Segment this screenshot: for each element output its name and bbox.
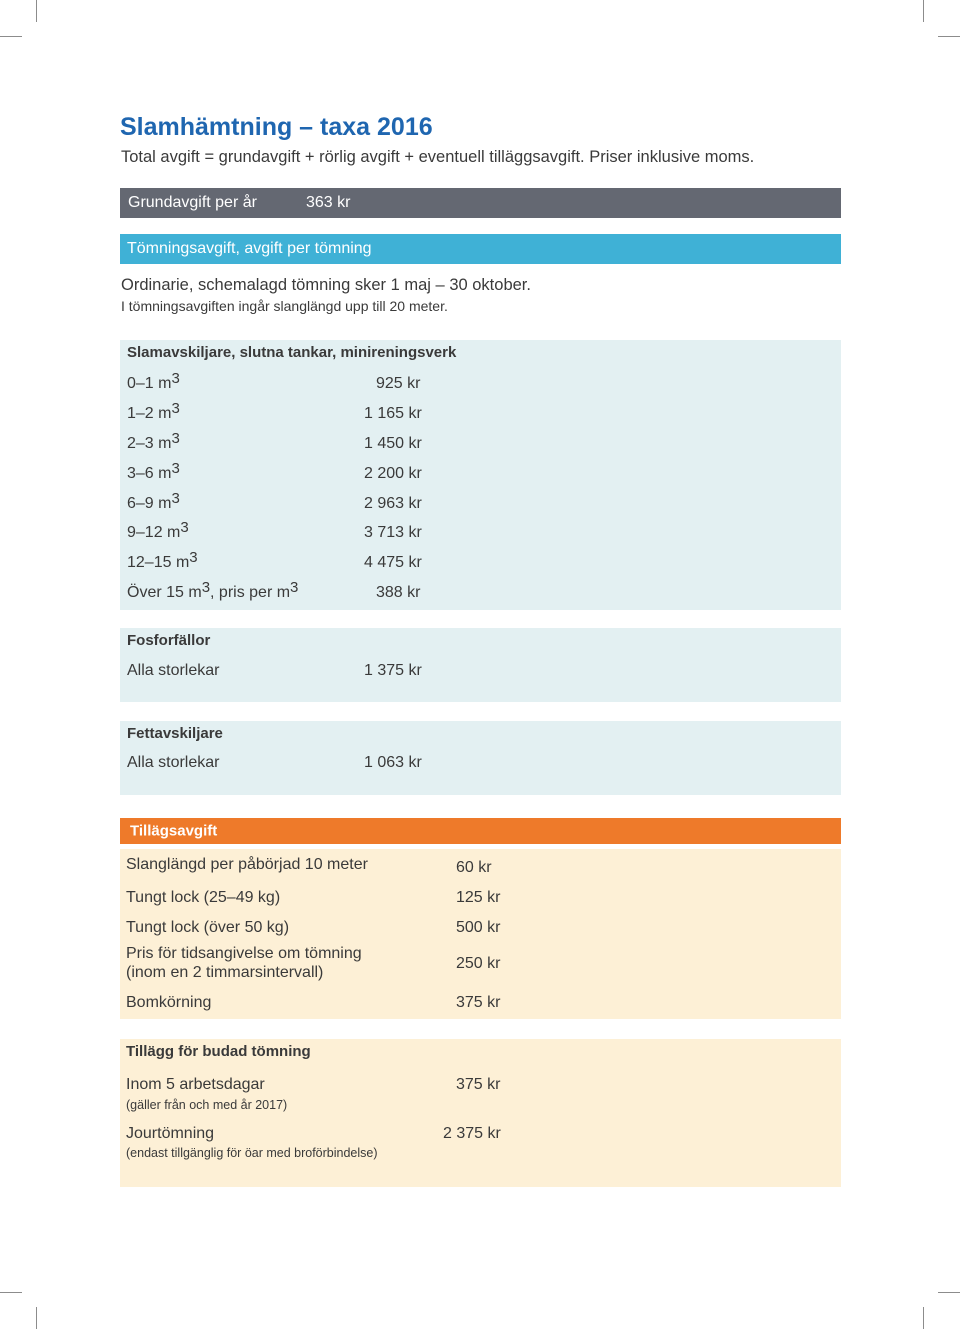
slam-range-text: 3–6 bbox=[127, 465, 159, 482]
fett-panel bbox=[120, 721, 841, 795]
tomning-header: Tömningsavgift, avgift per tömning bbox=[127, 240, 372, 257]
slam-row-range bbox=[127, 490, 180, 513]
fett-heading: Fettavskiljare bbox=[127, 725, 223, 742]
crop-mark bbox=[938, 1292, 960, 1293]
budad-price: 2 375 kr bbox=[443, 1125, 501, 1142]
slam-unit-sup: 3 bbox=[171, 460, 180, 477]
tillagg-price: 60 kr bbox=[456, 859, 492, 876]
budad-note: (endast tillgänglig för öar med broförbindelse) bbox=[126, 1146, 378, 1160]
fosfor-price: 1 375 kr bbox=[364, 662, 422, 679]
slam-row-price: 3 713 kr bbox=[364, 524, 422, 541]
slam-row-range bbox=[127, 460, 180, 483]
slam-panel bbox=[120, 340, 841, 610]
slam-unit: m bbox=[175, 554, 190, 571]
slam-range-text: 9–12 bbox=[127, 524, 168, 541]
slam-row-range bbox=[127, 549, 198, 572]
tillagg-label: Pris för tidsangivelse om tömning bbox=[126, 945, 362, 962]
budad-note: (gäller från och med år 2017) bbox=[126, 1098, 288, 1112]
tomning-note: Ordinarie, schemalagd tömning sker 1 maj – 30 oktober. bbox=[121, 276, 531, 294]
slam-unit-sup: 3 bbox=[171, 430, 180, 447]
crop-mark bbox=[36, 1307, 37, 1329]
slam-range-text: 0–1 bbox=[127, 375, 159, 392]
slam-row-range bbox=[127, 400, 180, 423]
slam-over-mid: , pris per m bbox=[210, 584, 291, 601]
fosfor-panel bbox=[120, 628, 841, 702]
page-subtitle: Total avgift = grundavgift + rörlig avgift + eventuell tilläggsavgift. Priser inklusive moms. bbox=[121, 148, 755, 166]
slam-row-range bbox=[127, 430, 180, 453]
budad-panel bbox=[120, 1039, 841, 1187]
budad-label: Inom 5 arbetsdagar bbox=[126, 1076, 265, 1093]
tillagg-price: 125 kr bbox=[456, 889, 501, 906]
slam-unit: m bbox=[158, 405, 172, 422]
slam-unit-sup: 3 bbox=[180, 519, 189, 536]
slam-row-range bbox=[127, 370, 180, 393]
slam-unit: m bbox=[158, 435, 172, 452]
slam-row-price: 2 963 kr bbox=[364, 495, 422, 512]
slam-row-price: 4 475 kr bbox=[364, 554, 422, 571]
slam-row-price: 2 200 kr bbox=[364, 465, 422, 482]
slam-over-sup: 3 bbox=[290, 579, 299, 596]
slam-over-price: 388 kr bbox=[376, 584, 421, 601]
fosfor-label: Alla storlekar bbox=[127, 662, 220, 679]
page-title: Slamhämtning – taxa 2016 bbox=[120, 113, 433, 141]
tillagg-label-line2: (inom en 2 timmarsintervall) bbox=[126, 964, 324, 981]
slam-range-text: 2–3 bbox=[127, 435, 159, 452]
tillagg-price: 375 kr bbox=[456, 994, 501, 1011]
tillagg-label: Bomkörning bbox=[126, 994, 212, 1011]
tomning-header-bar bbox=[120, 234, 841, 264]
slam-unit-sup: 3 bbox=[189, 549, 198, 566]
tillagg-header: Tillägsavgift bbox=[130, 822, 218, 840]
slam-over-prefix: Över 15 m bbox=[127, 584, 202, 601]
slam-unit-sup: 3 bbox=[171, 490, 180, 507]
fett-price: 1 063 kr bbox=[364, 754, 422, 771]
slam-over-sup: 3 bbox=[201, 579, 211, 596]
crop-mark bbox=[0, 36, 22, 37]
slam-row-range bbox=[127, 519, 189, 542]
slam-unit: m bbox=[158, 495, 172, 512]
slam-unit: m bbox=[167, 524, 181, 541]
slam-unit: m bbox=[158, 465, 172, 482]
budad-heading: Tillägg för budad tömning bbox=[126, 1043, 311, 1060]
slam-row-over bbox=[127, 579, 299, 602]
grundavgift-value: 363 kr bbox=[306, 194, 351, 211]
tomning-note: I tömningsavgiften ingår slanglängd upp till 20 meter. bbox=[121, 298, 448, 314]
slam-unit: m bbox=[158, 375, 172, 392]
slam-unit-sup: 3 bbox=[171, 370, 180, 387]
budad-label: Jourtömning bbox=[126, 1125, 215, 1142]
fosfor-heading: Fosforfällor bbox=[127, 632, 211, 649]
tillagg-header-bar bbox=[120, 818, 841, 844]
tillagg-label: Tungt lock (över 50 kg) bbox=[126, 919, 290, 936]
grundavgift-label: Grundavgift per år bbox=[128, 194, 257, 211]
tillagg-price: 500 kr bbox=[456, 919, 501, 936]
crop-mark bbox=[0, 1292, 22, 1293]
slam-range-text: 6–9 bbox=[127, 495, 159, 512]
budad-price: 375 kr bbox=[456, 1076, 501, 1093]
slam-row-price: 925 kr bbox=[376, 375, 421, 392]
fett-label: Alla storlekar bbox=[127, 754, 220, 771]
tillagg-label: Slanglängd per påbörjad 10 meter bbox=[126, 856, 368, 873]
slam-row-price: 1 165 kr bbox=[364, 405, 422, 422]
crop-mark bbox=[923, 0, 924, 22]
slam-heading: Slamavskiljare, slutna tankar, minireningsverk bbox=[127, 344, 457, 361]
slam-range-text: 1–2 bbox=[127, 405, 159, 422]
grundavgift-bar bbox=[120, 188, 841, 218]
slam-range-text: 12–15 bbox=[127, 554, 176, 571]
slam-row-price: 1 450 kr bbox=[364, 435, 422, 452]
crop-mark bbox=[36, 0, 37, 22]
slam-unit-sup: 3 bbox=[171, 400, 180, 417]
tillagg-label: Tungt lock (25–49 kg) bbox=[126, 889, 281, 906]
crop-mark bbox=[923, 1307, 924, 1329]
crop-mark bbox=[938, 36, 960, 37]
tillagg-price: 250 kr bbox=[456, 955, 501, 972]
